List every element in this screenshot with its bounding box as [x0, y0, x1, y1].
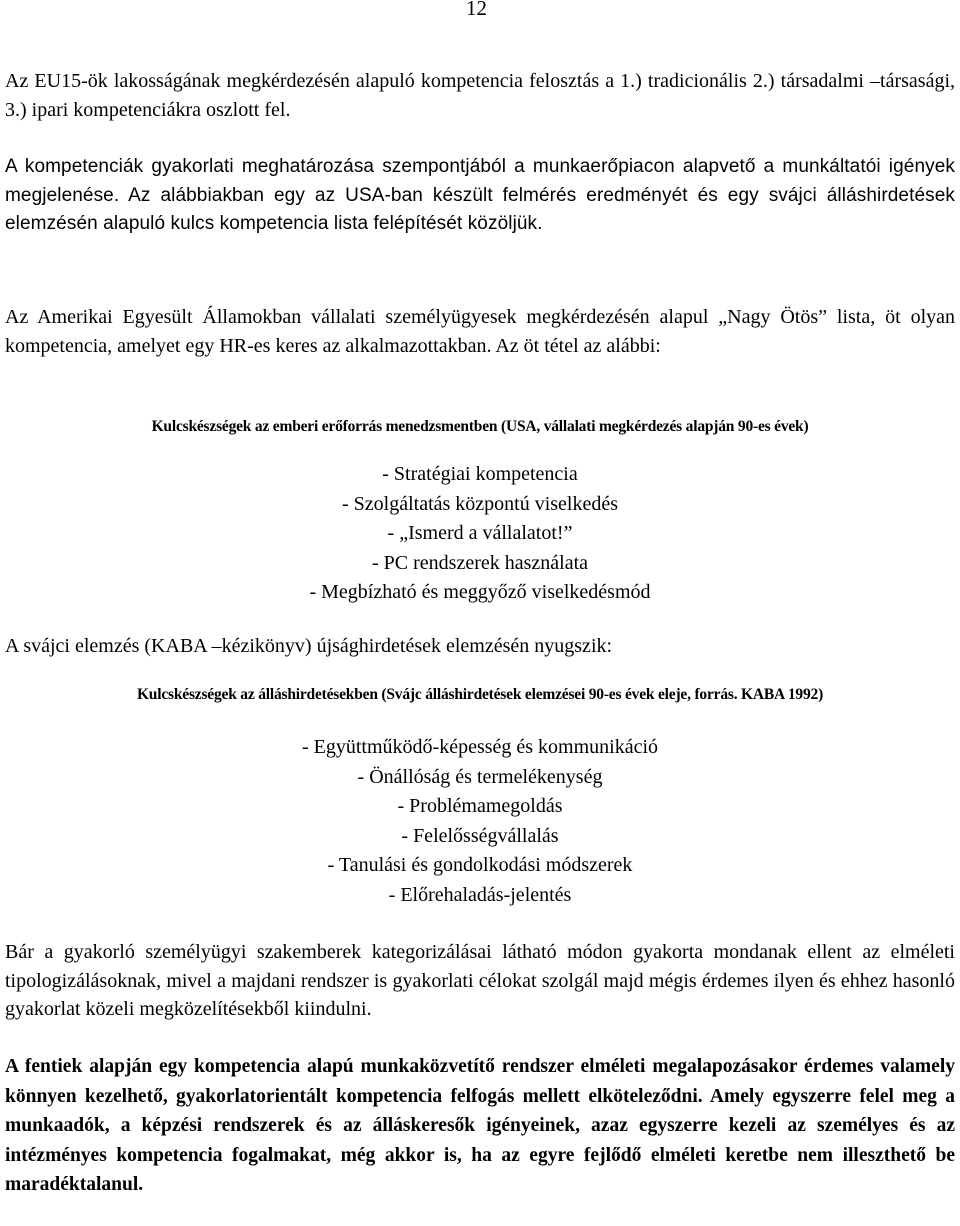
list-item: - PC rendszerek használata: [0, 549, 960, 579]
heading-swiss-key-skills: Kulcskészségek az álláshirdetésekben (Svájc álláshirdetések elemzései 90-es évek eleje, forrás. KABA 1992): [136, 686, 824, 703]
list-item: - Problémamegoldás: [0, 792, 960, 822]
heading-usa-key-skills: Kulcskészségek az emberi erőforrás menedzsmentben (USA, vállalati megkérdezés alapján 90-es évek): [151, 418, 809, 435]
list-item: - Önállóság és termelékenység: [0, 763, 960, 793]
list-item: - Megbízható és meggyőző viselkedésmód: [0, 578, 960, 608]
paragraph-kompetenciak-sentence-2: Az alábbiakban egy az USA-ban készült felmérés eredményét és egy svájci álláshirdetések elemzésén alapuló kulcs kompetencia lista felépítését közöljük.: [5, 184, 955, 234]
list-item: - Stratégiai kompetencia: [0, 460, 960, 490]
paragraph-eu15: Az EU15-ök lakosságának megkérdezésén alapuló kompetencia felosztás a 1.) tradicionális 2.) társadalmi –társasági, 3.) ipari kompetenciákra oszlott fel.: [5, 70, 955, 121]
page-number: 12: [466, 0, 487, 20]
paragraph-conclusion: A fentiek alapján egy kompetencia alapú munkaközvetítő rendszer elméleti megalapozásakor érdemes valamely könnyen kezelhető, gyakorlatorientált kompetencia felfogás mellett elköteleződni. Amely egyszerre felel meg a munkaadók, a képzési rendszerek és az álláskeresők igényeinek, azaz egyszerre kezeli az személyes és az intézményes kompetencia fogalmakat, még akkor is, ha az egyre fejlődő elméleti keretbe nem illeszthető be maradéktalanul.: [5, 1056, 955, 1195]
list-item: - Együttműködő-képesség és kommunikáció: [0, 733, 960, 763]
paragraph-kompetenciak: [5, 153, 955, 239]
paragraph-szemelyugyi: Bár a gyakorló személyügyi szakemberek kategorizálásai látható módon gyakorta mondanak ellent az elméleti tipologizálásoknak, mivel a majdani rendszer is gyakorlati célokat szolgál majd mégis érdemes ilyen és ehhez hasonló gyakorlat közeli megközelítésekből kiindulni.: [5, 941, 955, 1020]
list-item: - Szolgáltatás központú viselkedés: [0, 490, 960, 520]
list-item: - Előrehaladás-jelentés: [0, 881, 960, 911]
paragraph-svajci-elemzes: A svájci elemzés (KABA –kézikönyv) újsághirdetések elemzésén nyugszik:: [5, 635, 613, 657]
list-usa-competencies: [0, 460, 960, 608]
list-item: - Felelősségvállalás: [0, 822, 960, 852]
list-swiss-competencies: [0, 733, 960, 911]
paragraph-nagy-otos: Az Amerikai Egyesült Államokban vállalati személyügyesek megkérdezésén alapul „Nagy Ötös” lista, öt olyan kompetencia, amelyet egy HR-es keres az alkalmazottakban. Az öt tétel az alábbi:: [5, 306, 955, 357]
list-item: - Tanulási és gondolkodási módszerek: [0, 851, 960, 881]
list-item: - „Ismerd a vállalatot!”: [0, 519, 960, 549]
paragraph-kompetenciak-sentence-1: A kompetenciák gyakorlati meghatározása szempontjából a munkaerőpiacon alapvető a munkáltatói igények megjelenése.: [5, 156, 955, 206]
